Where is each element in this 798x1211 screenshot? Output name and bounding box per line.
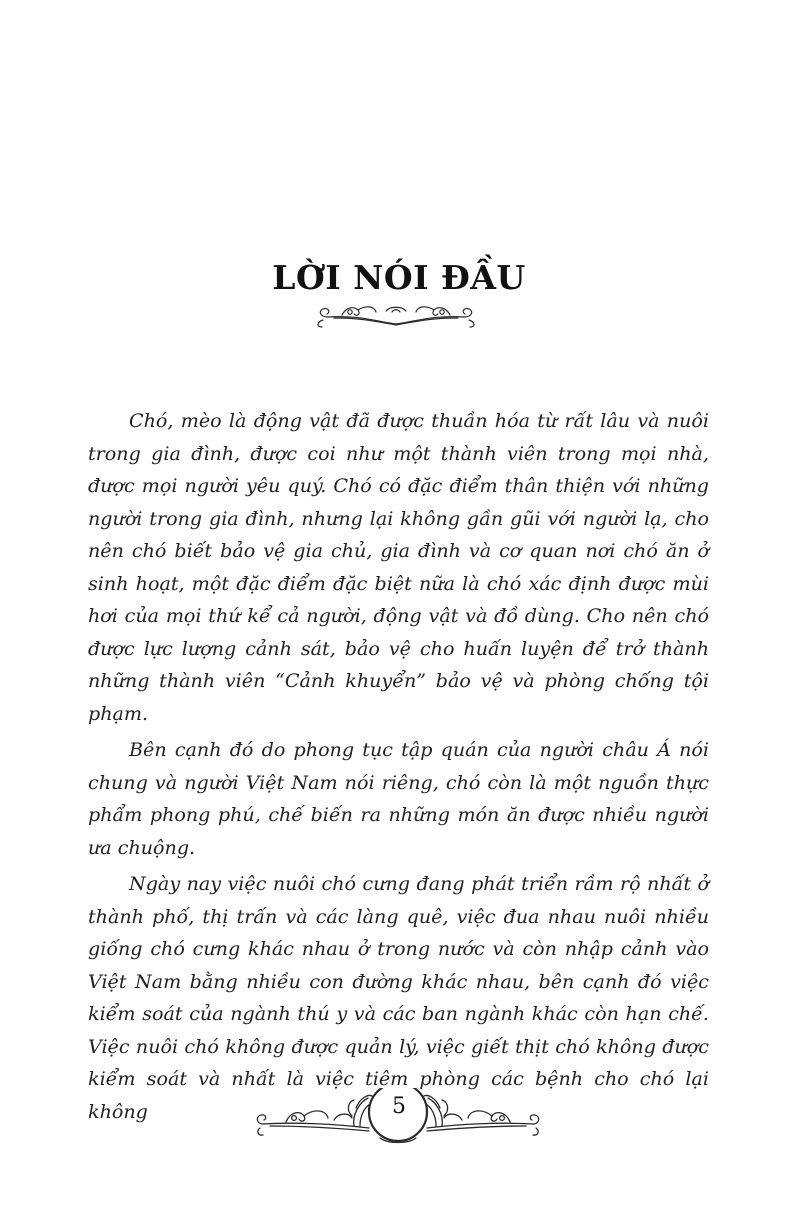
scroll-flourish-icon	[314, 303, 478, 329]
preface-body	[88, 405, 709, 1132]
paragraph-1: Chó, mèo là động vật đã được thuần hóa từ rất lâu và nuôi trong gia đình, được coi như một thành viên trong mọi nhà, được mọi người yêu quý. Chó có đặc điểm thân thiện với những người trong gia đình, nhưng lại không gần gũi với người lạ, cho nên chó biết bảo vệ gia chủ, gia đình và cơ quan nơi chó ăn ở sinh hoạt, một đặc điểm đặc biệt nữa là chó xác định được mùi hơi của mọi thứ kể cả người, động vật và đồ dùng. Cho nên chó được lực lượng cảnh sát, bảo vệ cho huấn luyện để trở thành những thành viên “Cảnh khuyển” bảo vệ và phòng chống tội phạm.	[88, 409, 709, 725]
paragraph-3: Ngày nay việc nuôi chó cưng đang phát triển rầm rộ nhất ở thành phố, thị trấn và các làng quê, việc đua nhau nuôi nhiều giống chó cưng khác nhau ở trong nước và còn nhập cảnh vào Việt Nam bằng nhiều con đường khác nhau, bên cạnh đó việc kiểm soát của ngành thú y và các ban ngành khác còn hạn chế. Việc nuôi chó không được quản lý, việc giết thịt chó không được kiểm soát và nhất là việc tiêm phòng các bệnh cho chó lại không	[88, 872, 709, 1123]
page-number: 5	[392, 1094, 406, 1119]
paragraph-2: Bên cạnh đó do phong tục tập quán của người châu Á nói chung và người Việt Nam nói riêng, chó còn là một nguồn thực phẩm phong phú, chế biến ra những món ăn được nhiều người ưa chuộng.	[88, 738, 709, 859]
page-title: LỜI NÓI ĐẦU	[272, 258, 526, 297]
